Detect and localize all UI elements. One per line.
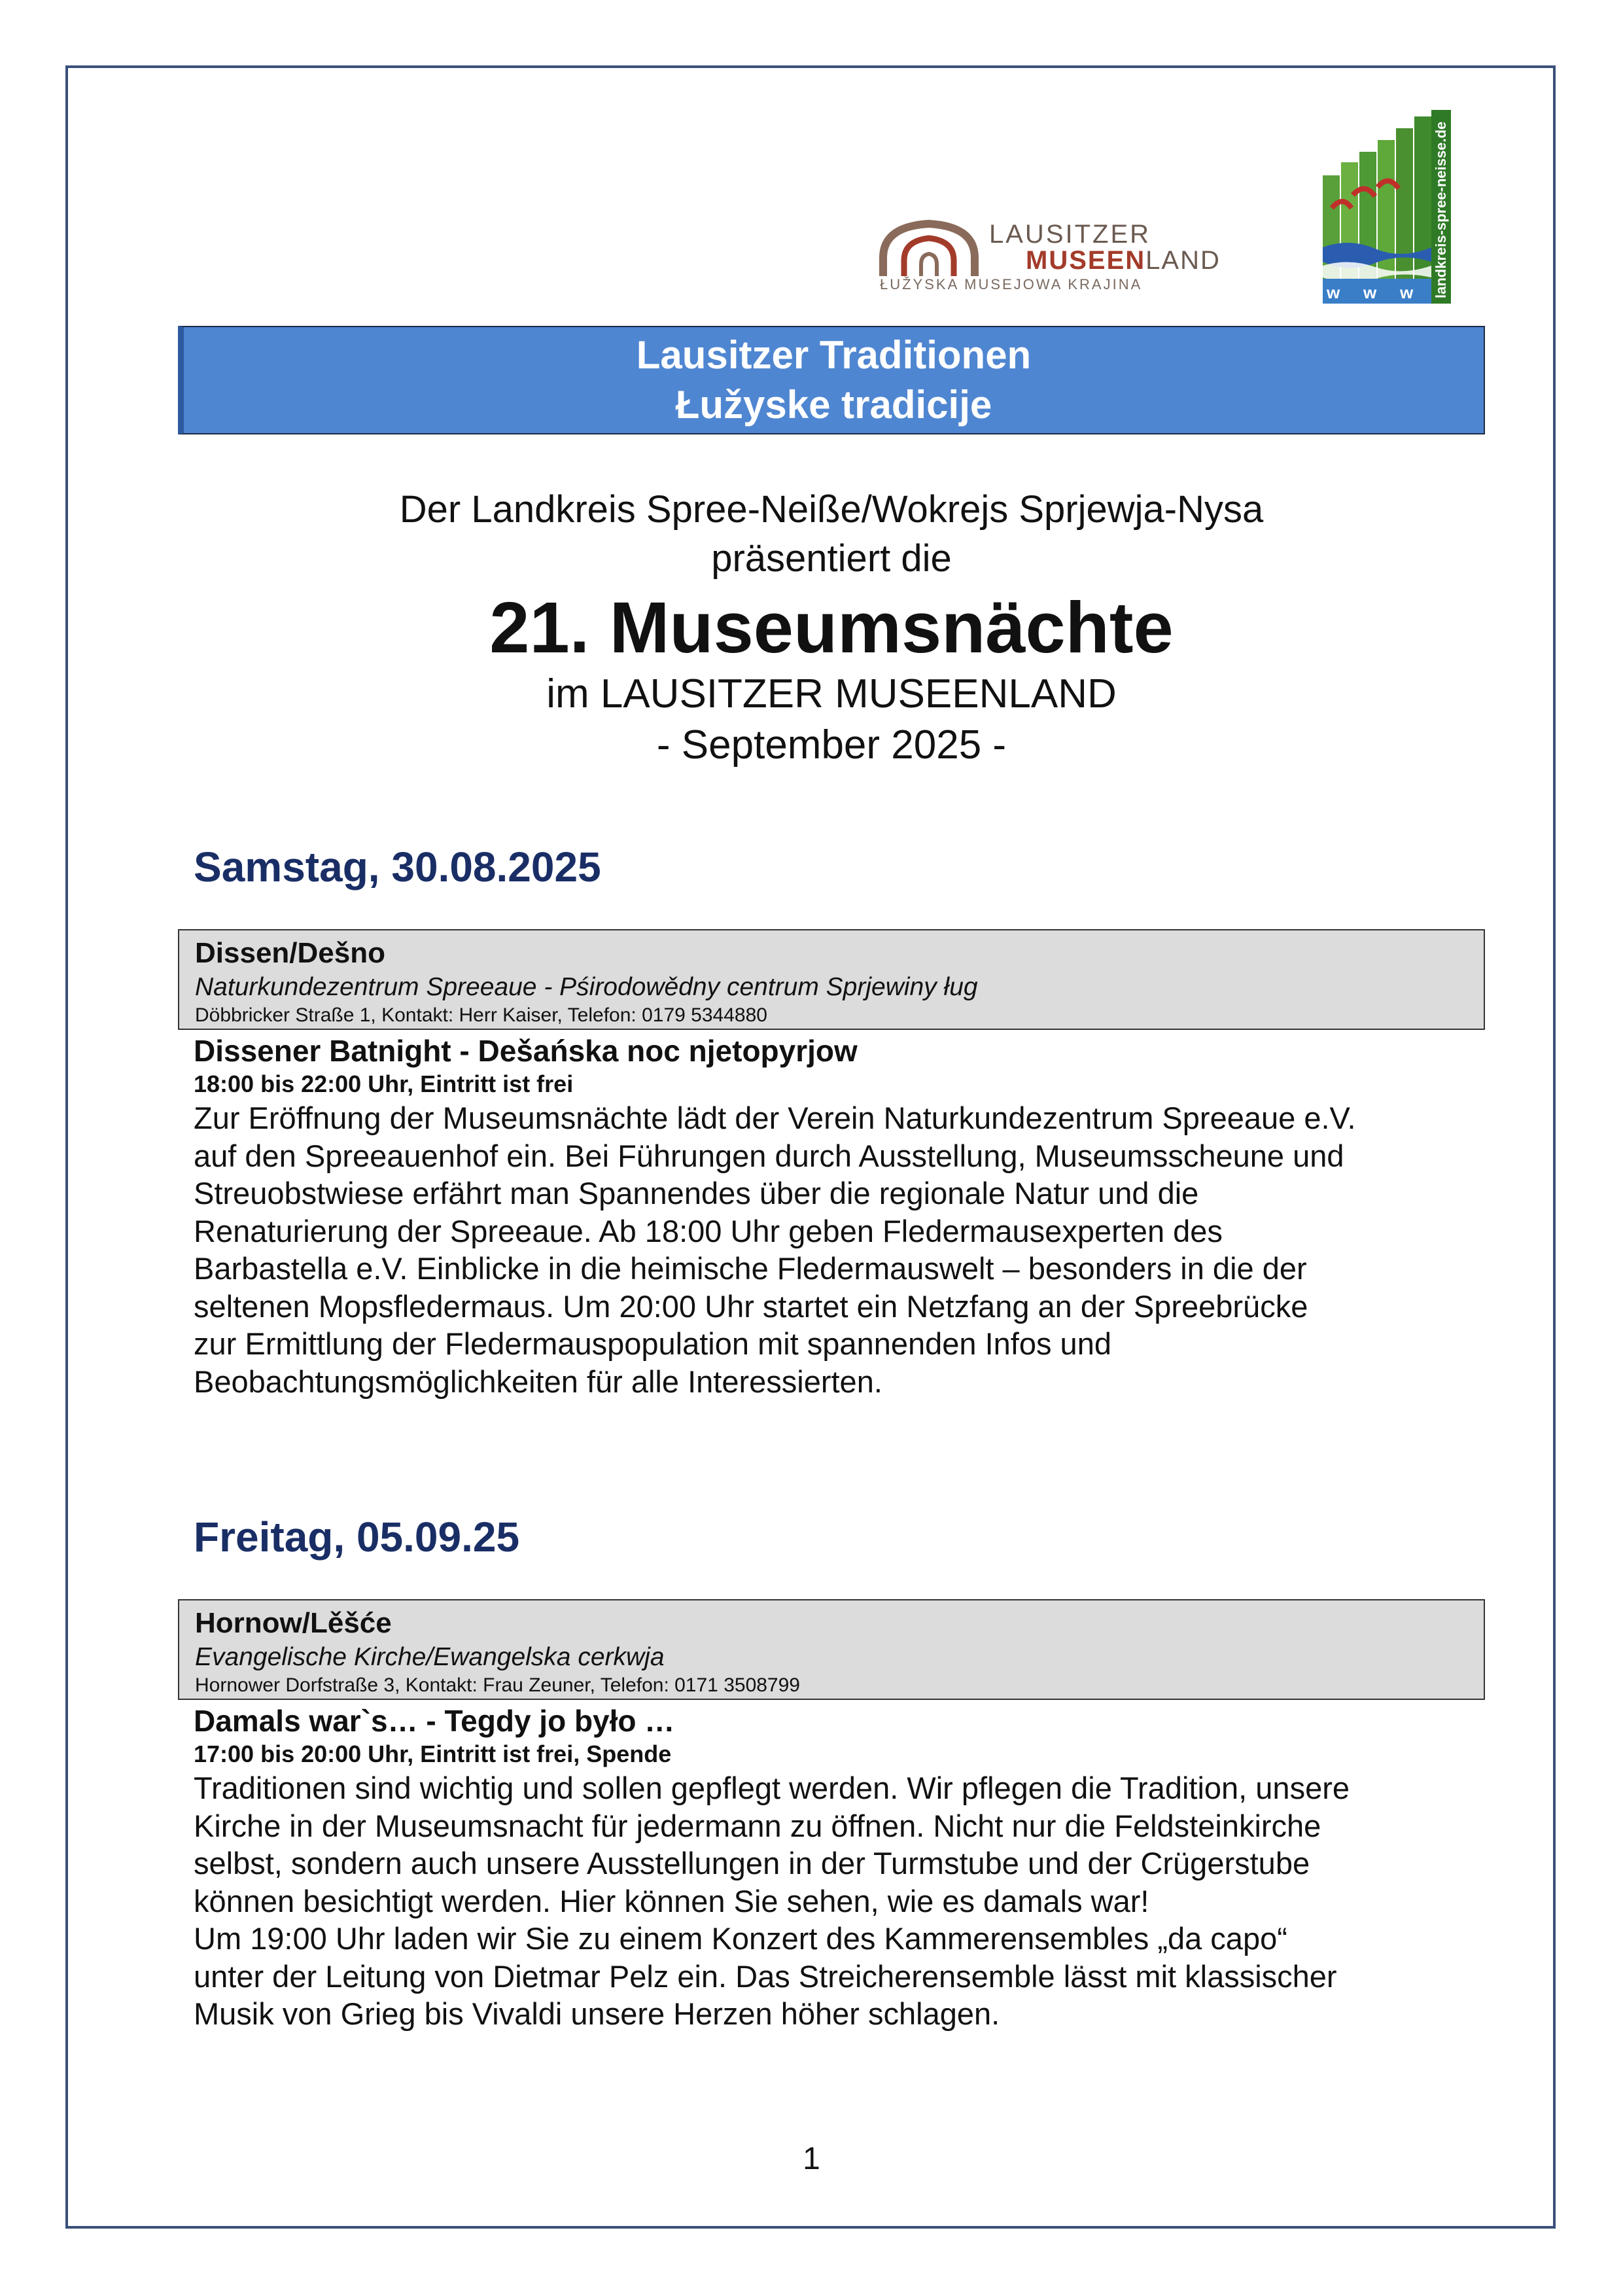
page-number: 1 [803, 2142, 820, 2176]
title-banner [178, 326, 1485, 434]
description-line: Um 19:00 Uhr laden wir Sie zu einem Konzert des Kammerensembles „da capo“ [194, 1921, 1287, 1956]
event-time: 18:00 bis 22:00 Uhr, Eintritt ist frei [194, 1070, 574, 1097]
description-line: selbst, sondern auch unsere Ausstellungen in der Turmstube und der Crügerstube [194, 1846, 1310, 1881]
venue-name: Dissen/Dešno [195, 937, 385, 969]
lausitzer-museenland-logo [877, 216, 1269, 294]
description-line: Renaturierung der Spreeaue. Ab 18:00 Uhr geben Fledermausexperten des [194, 1213, 1223, 1248]
banner-title-sorbian: Łužyske tradicije [675, 383, 992, 427]
www-letter: w [1327, 283, 1340, 302]
intro-presents: präsentiert die [711, 537, 952, 580]
venue-description: Evangelische Kirche/Ewangelska cerkwja [195, 1643, 665, 1671]
banner-title-german: Lausitzer Traditionen [636, 333, 1032, 377]
venue-address: Döbbricker Straße 1, Kontakt: Herr Kaiser, Telefon: 0179 5344880 [195, 1004, 767, 1026]
intro-presenter: Der Landkreis Spree-Neiße/Wokrejs Sprjewja-Nysa [399, 488, 1264, 531]
page-title: 21. Museumsnächte [489, 588, 1174, 668]
event-block [194, 1703, 1476, 2033]
description-line: Barbastella e.V. Einblicke in die heimische Fledermauswelt – besonders in die der [194, 1251, 1307, 1286]
description-line: Streuobstwiese erfährt man Spannendes über die regionale Natur und die [194, 1176, 1199, 1210]
description-line: Musik von Grieg bis Vivaldi unsere Herzen höher schlagen. [194, 1996, 1000, 2031]
venue-name: Hornow/Lěšće [195, 1607, 392, 1639]
description-line: Beobachtungsmöglichkeiten für alle Interessierten. [194, 1364, 882, 1399]
event-description [194, 1099, 1476, 1400]
landkreis-logo-icon [1323, 110, 1451, 304]
intro-location: im LAUSITZER MUSEENLAND [546, 671, 1117, 716]
venue-box [178, 929, 1485, 1030]
description-line: auf den Spreeauenhof ein. Bei Führungen durch Ausstellung, Museumsscheune und [194, 1138, 1344, 1173]
landkreis-url-text: landkreis-spree-neisse.de [1433, 121, 1449, 298]
venue-address: Hornower Dorfstraße 3, Kontakt: Frau Zeuner, Telefon: 0171 3508799 [195, 1674, 800, 1696]
event-time: 17:00 bis 20:00 Uhr, Eintritt ist frei, Spende [194, 1740, 672, 1767]
logo-line-2: MUSEENLAND [1026, 246, 1221, 275]
logo-line-1: LAUSITZER [989, 220, 1151, 249]
day-heading: Freitag, 05.09.25 [194, 1513, 520, 1561]
logo-line-3: ŁUŽYSKA MUSEJOWA KRAJINA [880, 276, 1143, 292]
event-title: Damals war`s… - Tegdy jo było … [194, 1704, 675, 1738]
description-line: unter der Leitung von Dietmar Pelz ein. Das Streicherensemble lässt mit klassischer [194, 1958, 1337, 1994]
landkreis-logo [1323, 110, 1451, 304]
event-description [194, 1769, 1476, 2033]
intro-date: - September 2025 - [656, 722, 1007, 768]
description-line: Kirche in der Museumsnacht für jedermann zu öffnen. Nicht nur die Feldsteinkirche [194, 1808, 1321, 1843]
description-line: seltenen Mopsfledermaus. Um 20:00 Uhr startet ein Netzfang an der Spreebrücke [194, 1288, 1308, 1324]
description-line: Traditionen sind wichtig und sollen gepflegt werden. Wir pflegen die Tradition, unsere [194, 1771, 1350, 1805]
description-line: können besichtigt werden. Hier können Sie sehen, wie es damals war! [194, 1883, 1149, 1918]
event-title: Dissener Batnight - Dešańska noc njetopyrjow [194, 1034, 858, 1068]
venue-description: Naturkundezentrum Spreeaue - Pśirodowědny centrum Sprjewiny ług [195, 973, 978, 1001]
arch-logo-icon [877, 219, 981, 277]
day-heading: Samstag, 30.08.2025 [194, 843, 601, 891]
event-block [194, 1033, 1476, 1400]
www-letter: w [1363, 283, 1377, 302]
www-letter: w [1400, 283, 1414, 302]
description-line: zur Ermittlung der Fledermauspopulation mit spannenden Infos und [194, 1326, 1111, 1361]
description-line: Zur Eröffnung der Museumsnächte lädt der Verein Naturkundezentrum Spreeaue e.V. [194, 1101, 1356, 1135]
venue-box [178, 1599, 1485, 1700]
